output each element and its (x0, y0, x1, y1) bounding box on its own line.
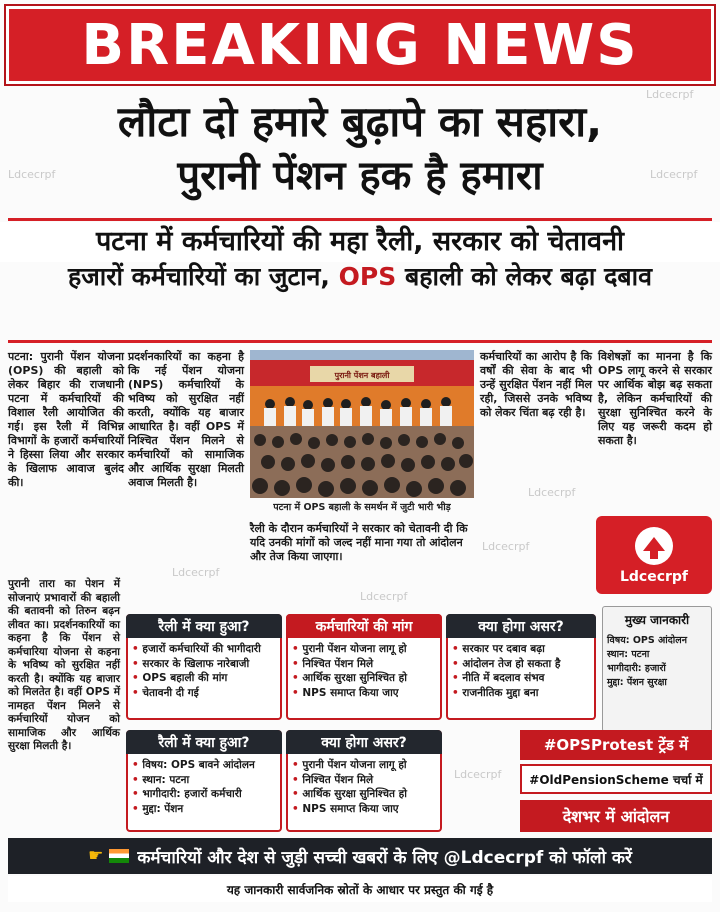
banner-text: BREAKING NEWS (81, 12, 639, 78)
rally-box-2-list (132, 758, 276, 816)
key-info-box (602, 606, 712, 732)
ldcecrpf-logo (596, 516, 712, 594)
list-item: • स्थान: पटना (132, 773, 276, 788)
rally-photo (250, 350, 474, 498)
rally-box-1-list (132, 642, 276, 700)
list-item: • निश्चित पेंशन मिले (292, 657, 436, 672)
rally-box-2 (126, 730, 282, 832)
demands-box-list (292, 642, 436, 700)
old-pension-scheme-tag: #OldPensionScheme चर्चा में (520, 764, 712, 794)
follow-text: कर्मचारियों और देश से जुड़ी सच्ची खबरों के लिए @Ldcecrpf को फॉलो करें (137, 847, 632, 868)
article-mid-text: रैली के दौरान कर्मचारियों ने सरकार को चेतावनी दी कि यदि उनकी मांगों को जल्द नहीं माना गया तो आंदोलन और तेज किया जाएगा। (250, 522, 468, 563)
list-item: विषय: OPS आंदोलन (607, 635, 687, 646)
list-item: • आर्थिक सुरक्षा सुनिश्चित हो (292, 671, 436, 686)
subheadline-2 (0, 260, 720, 294)
headline-line-2: पुरानी पेंशन हक है हमारा (177, 153, 543, 199)
article-column-4: विशेषज्ञों का मानना है कि OPS लागू करने से सरकार पर आर्थिक बोझ बढ़ सकता है, लेकिन कर्मचारियों की सुरक्षा सुनिश्चित करने के लिए यह जरूरी कदम हो सकता है। (598, 350, 712, 447)
rally-box-1-title: रैली में क्या हुआ? (126, 614, 282, 638)
photo-caption: पटना में OPS बहाली के समर्थन में जुटी भारी भीड़ (273, 502, 451, 513)
subheadline-2-ops: OPS (338, 262, 397, 291)
watermark: Ldcecrpf (646, 88, 694, 101)
demands-box-title: कर्मचारियों की मांग (286, 614, 442, 638)
list-item: • भागीदारी: हजारों कर्मचारी (132, 787, 276, 802)
breaking-news-banner (6, 6, 714, 84)
impact-box-1-list (452, 642, 590, 700)
subheadline-2-c: बहाली को लेकर बढ़ा दबाव (396, 262, 653, 291)
list-item: • राजनीतिक मुद्दा बना (452, 686, 590, 701)
rally-box-2-title: रैली में क्या हुआ? (126, 730, 282, 754)
list-item: • नीति में बदलाव संभव (452, 671, 590, 686)
ops-protest-tag: #OPSProtest ट्रेंड में (520, 730, 712, 760)
logo-text: Ldcecrpf (619, 569, 689, 585)
watermark: Ldcecrpf (454, 768, 502, 781)
headline-line-1: लौटा दो हमारे बुढ़ापे का सहारा, (117, 97, 603, 146)
article-column-3: कर्मचारियों का आरोप है कि वर्षों की सेवा के बाद भी उन्हें सुरक्षित पेंशन नहीं मिल रही, जिससे उनके भविष्य को लेकर चिंता बढ़ रही है। (480, 350, 592, 419)
key-info-title: मुख्य जानकारी (624, 613, 690, 627)
list-item: • NPS समाप्त किया जाए (292, 686, 436, 701)
impact-box-2 (286, 730, 442, 832)
nationwide-movement-tag: देशभर में आंदोलन (520, 800, 712, 832)
list-item: • सरकार के खिलाफ नारेबाजी (132, 657, 276, 672)
subheadline-2-a: हजारों कर्मचारियों का जुटान, (67, 262, 339, 291)
list-item: • चेतावनी दी गई (132, 686, 276, 701)
impact-box-2-title: क्या होगा असर? (286, 730, 442, 754)
list-item: • विषय: OPS बावने आंदोलन (132, 758, 276, 773)
follow-footer (8, 838, 712, 874)
list-item: • OPS बहाली की मांग (132, 671, 276, 686)
list-item: • पुरानी पेंशन योजना लागू हो (292, 758, 436, 773)
article-column-2: प्रदर्शनकारियों का कहना है कि नई पेंशन योजना (NPS) कर्मचारियों के भविष्य को सुरक्षित नहीं करती, क्योंकि यह बाजार आधारित है। वहीं OPS में निश्चित पेंशन मिलने से कर्मचारियों को सामाजिक और आर्थिक सुरक्षा मिलती अवाज मिलती है। (128, 350, 244, 489)
list-item: • आंदोलन तेज हो सकता है (452, 657, 590, 672)
list-item: • आर्थिक सुरक्षा सुनिश्चित हो (292, 787, 436, 802)
watermark: Ldcecrpf (8, 168, 56, 181)
list-item: • निश्चित पेंशन मिले (292, 773, 436, 788)
watermark: Ldcecrpf (360, 590, 408, 603)
logo-emblem-icon (633, 525, 675, 567)
watermark: Ldcecrpf (650, 168, 698, 181)
list-item: • NPS समाप्त किया जाए (292, 802, 436, 817)
rally-box-1 (126, 614, 282, 720)
impact-box-1 (446, 614, 596, 720)
impact-box-2-list (292, 758, 436, 816)
subheadline-1: पटना में कर्मचारियों की महा रैली, सरकार को चेतावनी (0, 222, 720, 262)
hand-point-icon: ☛ (88, 846, 104, 866)
demands-box (286, 614, 442, 720)
source-disclaimer: यह जानकारी सार्वजनिक स्रोतों के आधार पर प्रस्तुत की गई है (8, 876, 712, 902)
list-item: स्थान: पटना (607, 649, 650, 660)
list-item: • हजारों कर्मचारियों की भागीदारी (132, 642, 276, 657)
list-item: • मुद्दा: पेंशन (132, 802, 276, 817)
key-info-list (603, 628, 711, 696)
india-flag-icon (109, 849, 129, 863)
stage-banner-text: पुरानी पेंशन बहाली (334, 371, 390, 380)
headline-divider (8, 218, 712, 221)
watermark: Ldcecrpf (528, 486, 576, 499)
rally-crowd-illustration (250, 350, 474, 498)
list-item: भागीदारी: हजारों (607, 663, 666, 674)
watermark: Ldcecrpf (482, 540, 530, 553)
list-item: • पुरानी पेंशन योजना लागू हो (292, 642, 436, 657)
article-column-1: पटना: पुरानी पेंशन योजना (OPS) की बहाली को लेकर बिहार की राजधानी पटना में कर्मचारियों की विशाल रैली आयोजित की गई। इस रैली में विभिन्न विभागों के हजारों कर्मचारियों ने हिस्सा लिया और सरकार के खिलाफ आवाज बुलंद की। (8, 350, 124, 489)
article-column-5: पुरानी तारा का पेशन में सोजनाएं प्रभावारों की बहाली की बतावनी को तिरुन बढ़न लीवत का। प्रदर्शनकारियों का कहना है कि पेंशन से कर्मचारिया योजना से कहना के भविष्य को सुरक्षित नहीं करती है। क्योंकि यह बाजार को मिलतेत है। वहीं OPS में नामहत पेंशन मिलने से कर्मचारियों योजन को सामाजिक और आर्थिक सुरक्षा मिलती है। (8, 578, 120, 752)
impact-box-1-title: क्या होगा असर? (446, 614, 596, 638)
watermark: Ldcecrpf (172, 566, 220, 579)
body-divider (8, 340, 712, 343)
list-item: मुद्दा: पेंशन सुरक्षा (607, 677, 667, 688)
list-item: • सरकार पर दबाव बढ़ा (452, 642, 590, 657)
